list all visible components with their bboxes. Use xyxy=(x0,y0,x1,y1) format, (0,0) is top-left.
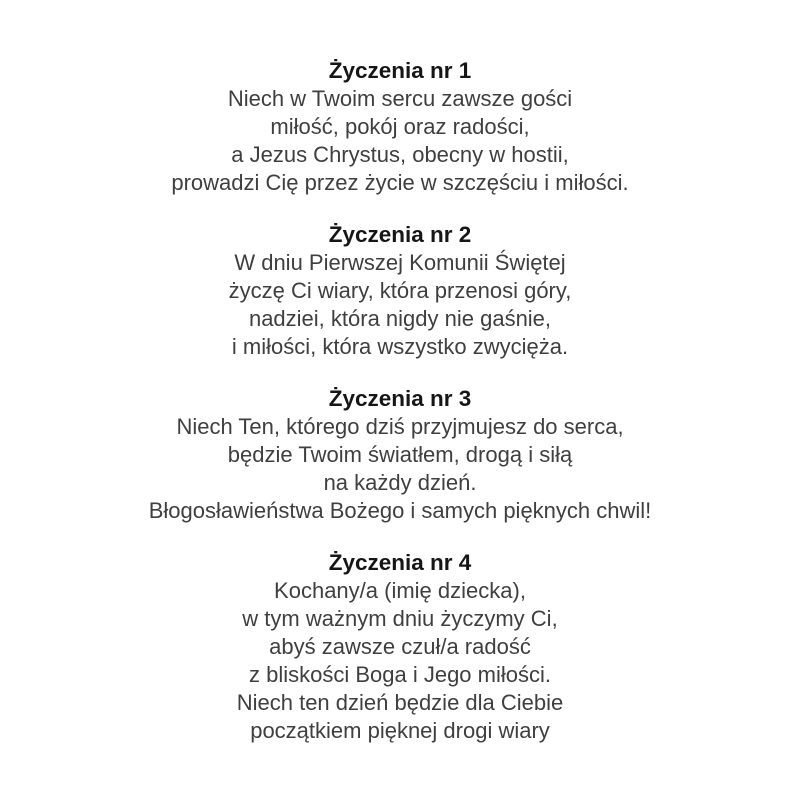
poem-section xyxy=(0,57,800,197)
poem-line: Błogosławieństwa Bożego i samych pięknych chwil! xyxy=(148,498,652,523)
poem-title: Życzenia nr 3 xyxy=(328,386,472,411)
poem-line: a Jezus Chrystus, obecny w hostii, xyxy=(231,142,569,167)
poem-title: Życzenia nr 1 xyxy=(328,58,472,83)
poem-line: Kochany/a (imię dziecka), xyxy=(274,578,526,603)
poem-line: prowadzi Cię przez życie w szczęściu i miłości. xyxy=(171,170,629,195)
poem-lines xyxy=(0,249,800,361)
poem-title: Życzenia nr 4 xyxy=(328,550,472,575)
poem-line: abyś zawsze czuł/a radość xyxy=(269,634,531,659)
poem-line: miłość, pokój oraz radości, xyxy=(270,114,530,139)
poem-line: w tym ważnym dniu życzymy Ci, xyxy=(242,606,558,631)
poem-line: początkiem pięknej drogi wiary xyxy=(250,718,550,743)
poem-line: Niech Ten, którego dziś przyjmujesz do serca, xyxy=(176,414,624,439)
poem-line: Niech w Twoim sercu zawsze gości xyxy=(227,86,573,111)
poem-line: i miłości, która wszystko zwycięża. xyxy=(231,334,569,359)
poem-line: będzie Twoim światłem, drogą i siłą xyxy=(227,442,573,467)
poem-section xyxy=(0,221,800,361)
poem-line: na każdy dzień. xyxy=(323,470,477,495)
poem-line: życzę Ci wiary, która przenosi góry, xyxy=(228,278,572,303)
poem-line: W dniu Pierwszej Komunii Świętej xyxy=(234,250,566,275)
poem-line: z bliskości Boga i Jego miłości. xyxy=(248,662,551,687)
poem-section xyxy=(0,549,800,745)
poem-title: Życzenia nr 2 xyxy=(328,222,472,247)
poem-lines xyxy=(0,577,800,745)
poem-section xyxy=(0,385,800,525)
poem-lines xyxy=(0,413,800,525)
poem-list xyxy=(0,57,800,745)
poem-line: Niech ten dzień będzie dla Ciebie xyxy=(236,690,564,715)
poem-lines xyxy=(0,85,800,197)
poem-line: nadziei, która nigdy nie gaśnie, xyxy=(248,306,552,331)
